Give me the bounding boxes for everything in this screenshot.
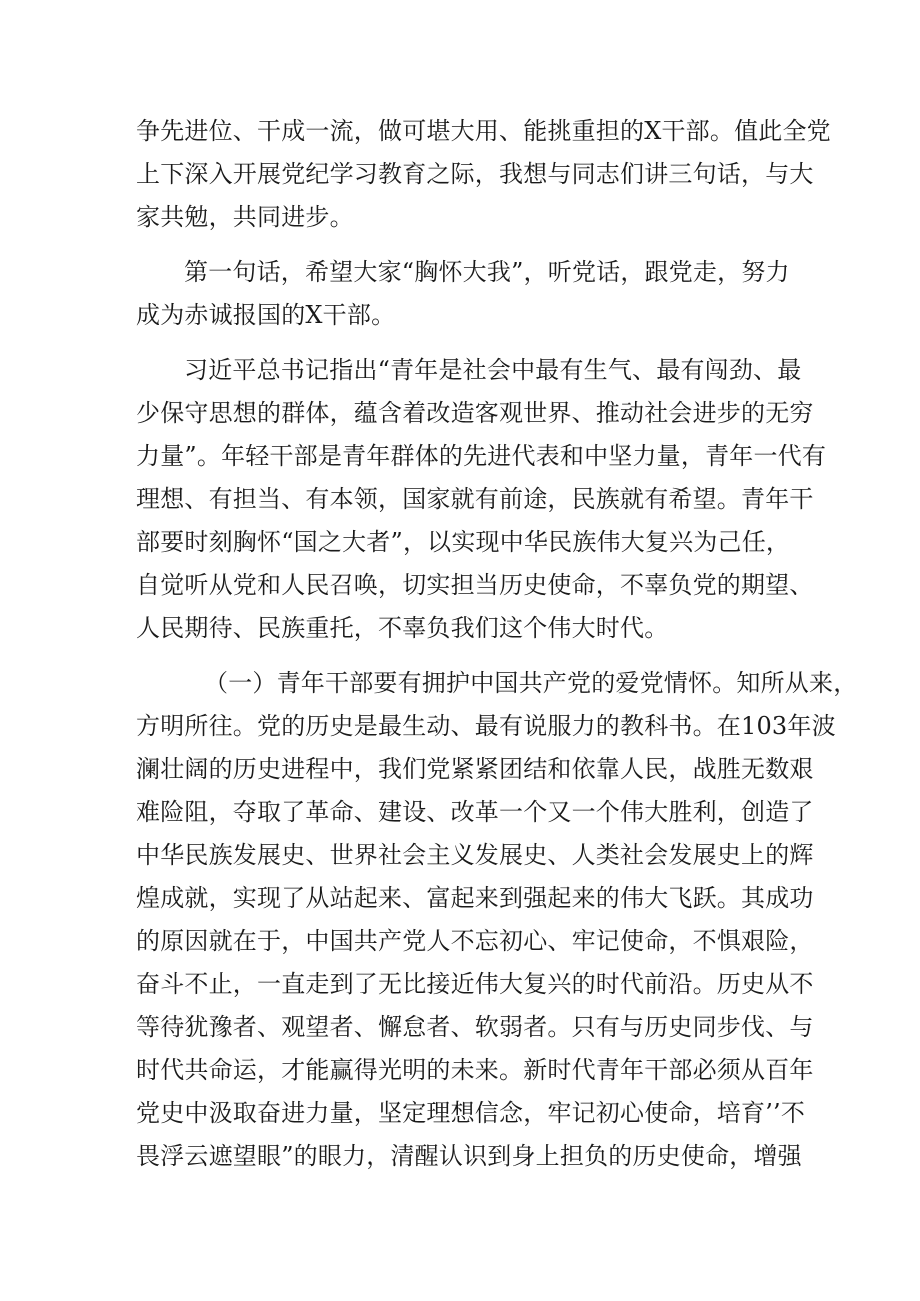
text-line: 成为赤诚报国的X干部。 — [136, 301, 396, 329]
text-line: 理想、有担当、有本领，国家就有前途，民族就有希望。青年干 — [136, 485, 814, 513]
paragraph-opening — [136, 110, 831, 239]
text-line: 习近平总书记指出“青年是社会中最有生气、最有闯劲、最 — [184, 356, 802, 384]
text-line: 上下深入开展党纪学习教育之际，我想与同志们讲三句话，与大 — [136, 160, 814, 188]
text-line: 方明所往。党的历史是最生动、最有说服力的教科书。在103年波 — [136, 712, 836, 740]
text-line: 煌成就，实现了从站起来、富起来到强起来的伟大飞跃。其成功 — [136, 884, 814, 912]
text-line: 奋斗不止，一直走到了无比接近伟大复兴的时代前沿。历史从不 — [136, 970, 814, 998]
text-line: 第一句话，希望大家“胸怀大我”，听党话，跟党走，努力 — [184, 258, 790, 286]
text-line: 畏浮云遮望眼”的眼力，清醒认识到身上担负的历史使命，增强 — [136, 1142, 802, 1170]
text-line: 澜壮阔的历史进程中，我们党紧紧团结和依靠人民，战胜无数艰 — [136, 755, 814, 783]
text-line: 人民期待、民族重托，不辜负我们这个伟大时代。 — [136, 614, 669, 642]
text-line: 力量”。年轻干部是青年群体的先进代表和中坚力量，青年一代有 — [136, 442, 827, 470]
text-line: 党史中汲取奋进力量，坚定理想信念，牢记初心使命，培育’’不 — [136, 1099, 806, 1127]
paragraph-section-one — [136, 662, 858, 1178]
text-line: 等待犹豫者、观望者、懈怠者、软弱者。只有与历史同步伐、与 — [136, 1013, 814, 1041]
document-body — [136, 110, 858, 1178]
text-line: 部要时刻胸怀“国之大者”，以实现中华民族伟大复兴为己任， — [136, 528, 791, 556]
text-line: 时代共命运，才能赢得光明的未来。新时代青年干部必须从百年 — [136, 1056, 814, 1084]
text-line: 难险阻，夺取了革命、建设、改革一个又一个伟大胜利，创造了 — [136, 798, 814, 826]
text-line: 自觉听从党和人民召唤，切实担当历史使命，不辜负党的期望、 — [136, 571, 814, 599]
text-line: 争先进位、干成一流，做可堪大用、能挑重担的X干部。值此全党 — [136, 117, 831, 145]
paragraph-first-point — [136, 251, 790, 337]
text-line: （一）青年干部要有拥护中国共产党的爱党情怀。知所从来， — [204, 669, 858, 697]
paragraph-quote — [136, 349, 827, 650]
text-line: 的原因就在于，中国共产党人不忘初心、牢记使命，不惧艰险， — [136, 927, 814, 955]
text-line: 家共勉，共同进步。 — [136, 203, 354, 231]
text-line: 少保守思想的群体，蕴含着改造客观世界、推动社会进步的无穷 — [136, 399, 814, 427]
text-line: 中华民族发展史、世界社会主义发展史、人类社会发展史上的辉 — [136, 841, 814, 869]
